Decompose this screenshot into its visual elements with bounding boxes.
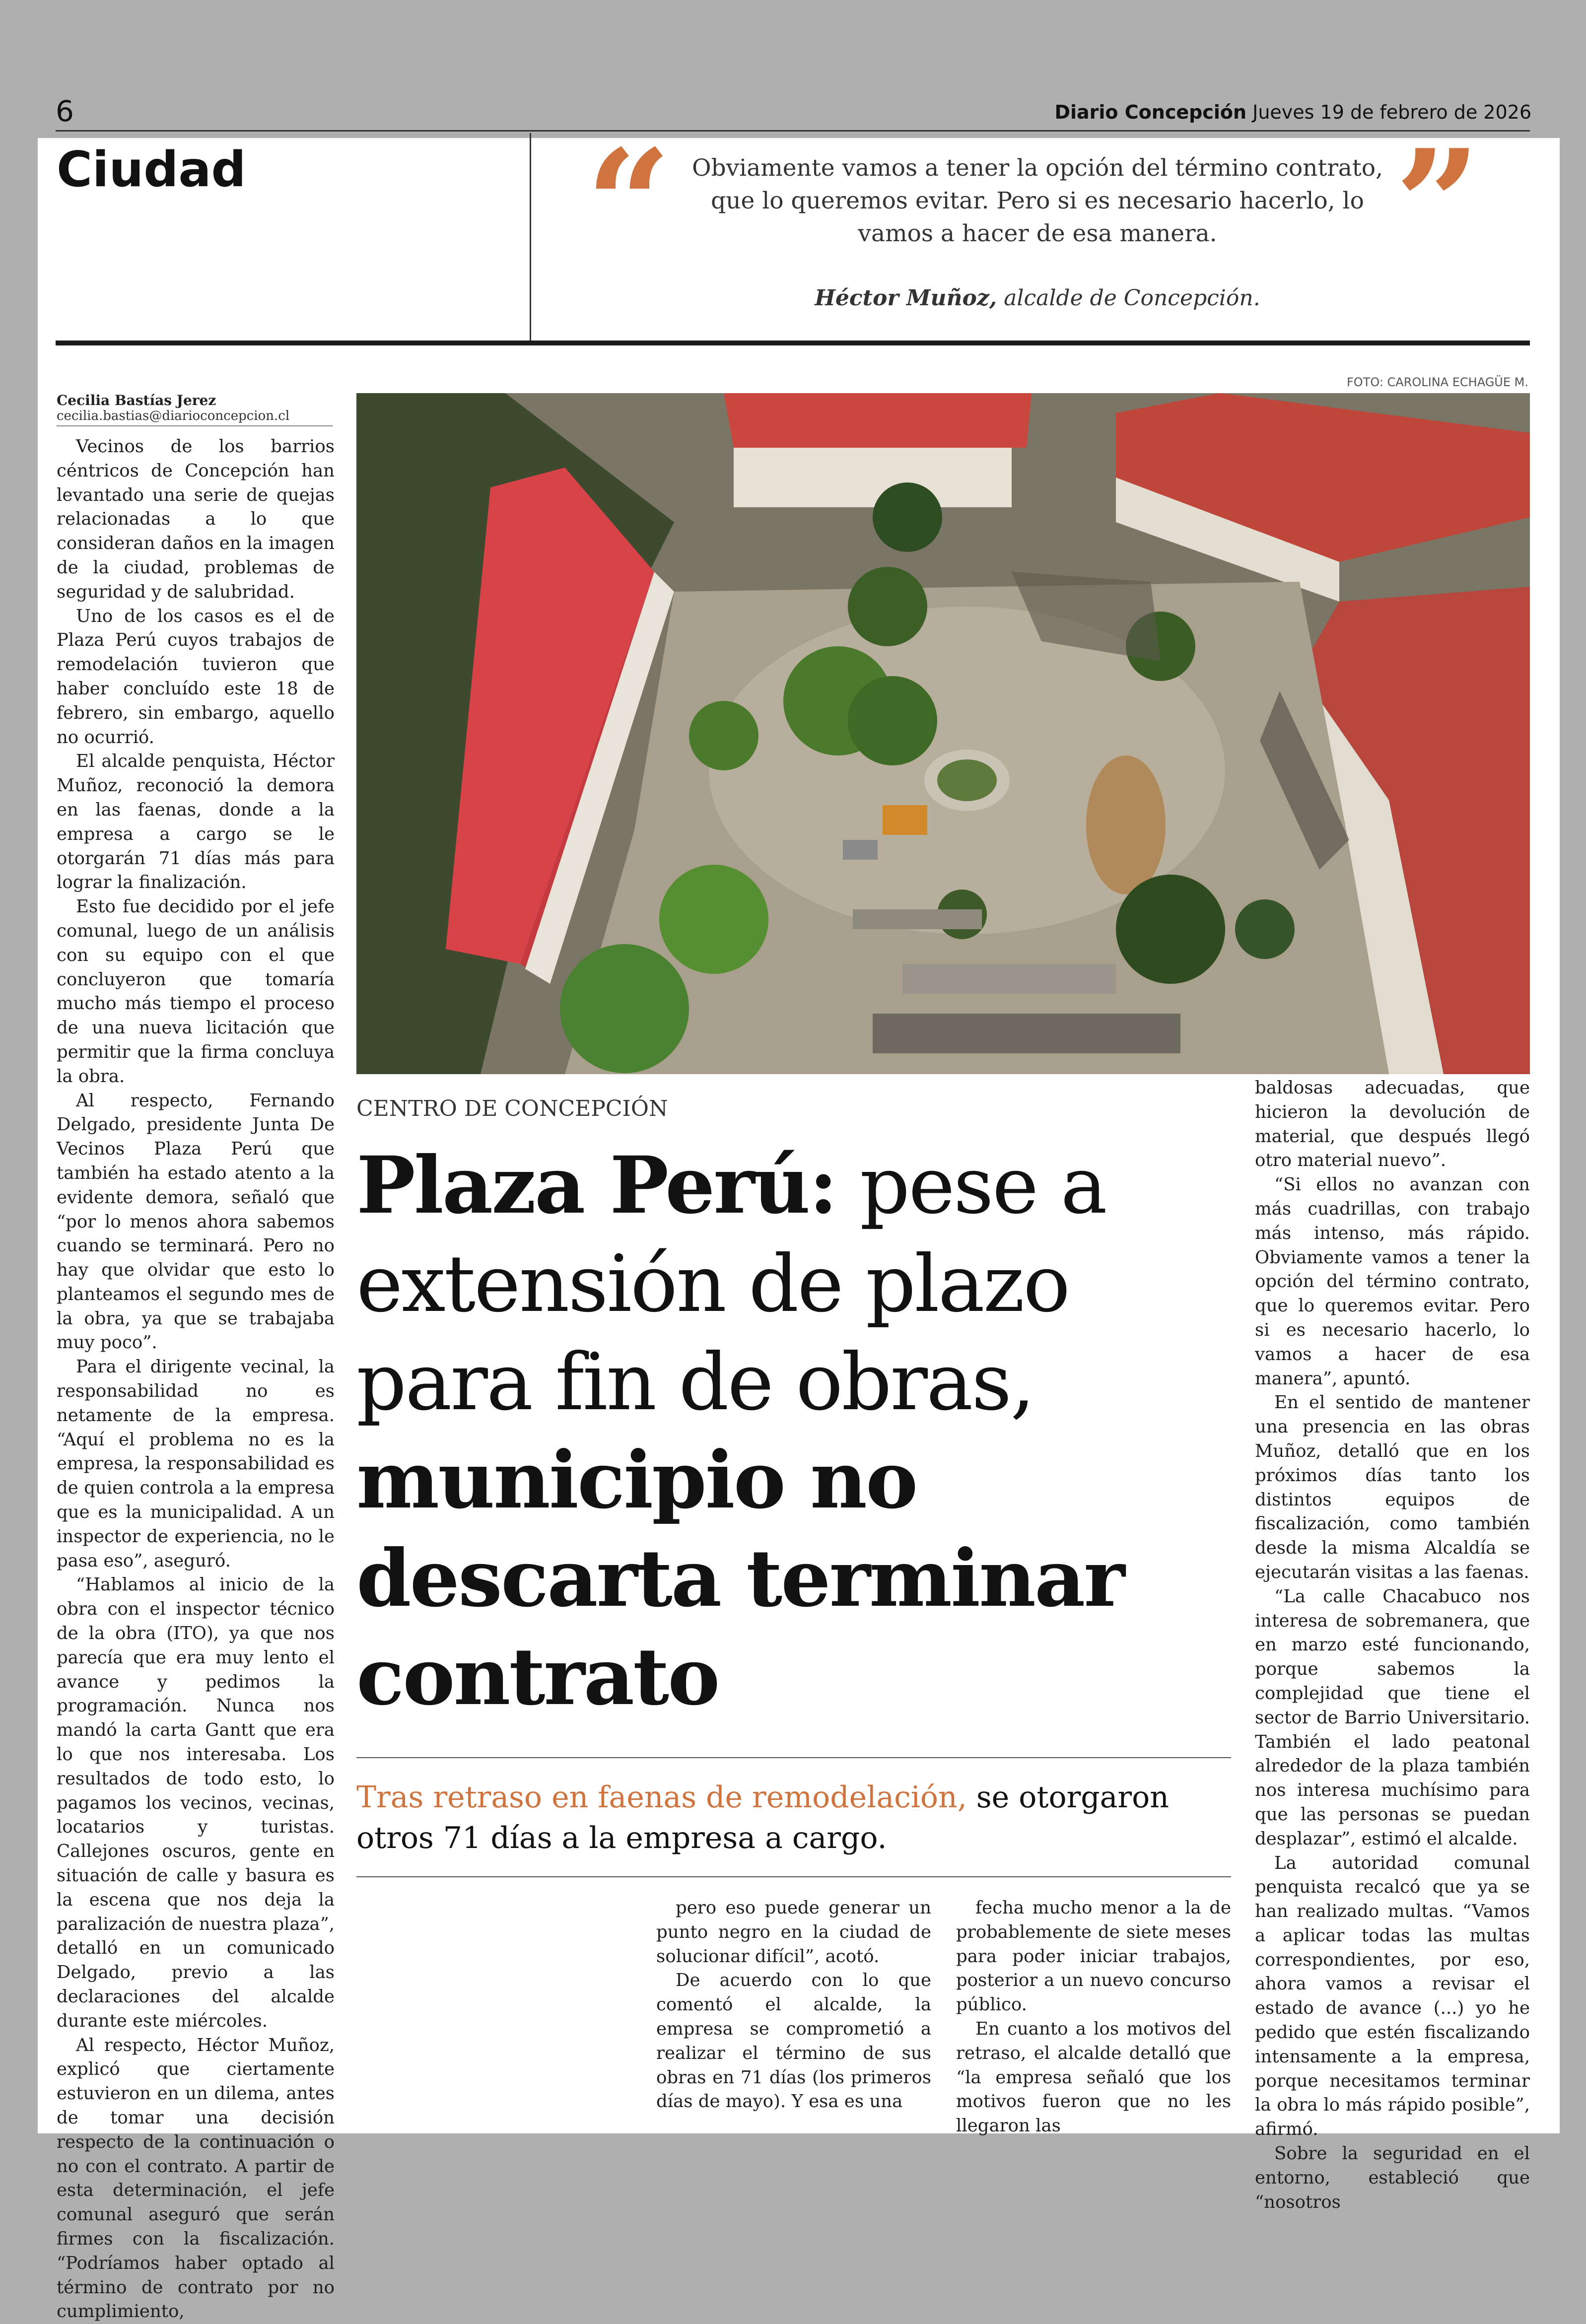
body-column-3 [956,1896,1231,2136]
body-column-1 [57,435,335,2322]
paragraph: Al respecto, Héctor Muñoz, explicó que ciertamente estuvieron en un dilema, antes de tomar una decisión respecto de la continuación o no con el contrato. A partir de esta determinación, el jefe comunal aseguró que serán firmes con la fiscalización. “Podríamos haber optado al término de contrato por no cumplimiento, [57,2035,335,2322]
top-rule [56,130,1530,132]
paragraph: “Si ellos no avanzan con más cuadrillas, con trabajo más intenso, más rápido. Obviamente vamos a tener la opción del término contrato, que lo queremos evitar. Pero si es necesario hacerlo, lo vamos a hacer de esa manera”, apuntó. [1255,1174,1530,1389]
author-email: cecilia.bastias@diarioconcepcion.cl [57,409,333,426]
kicker: CENTRO DE CONCEPCIÓN [356,1096,668,1121]
body-column-4 [1255,1076,1530,2212]
attribution-role: alcalde de Concepción. [1004,285,1260,311]
section-name: Ciudad [57,141,246,198]
header-thick-rule [56,341,1530,345]
paragraph: “La calle Chacabuco nos interesa de sobremanera, que en marzo esté funcionando, porque sabemos la complejidad que tiene el sector de Barrio Universitario. También el lado peatonal alrededor de la plaza también nos interesa muchísimo para que las personas se puedan desplazar”, estimó el alcalde. [1255,1586,1530,1849]
paragraph: Vecinos de los barrios céntricos de Concepción han levantado una serie de quejas relacionadas a lo que consideran daños en la imagen de la ciudad, problemas de seguridad y de salubridad. [57,436,335,602]
close-quote-icon: ” [1395,117,1481,292]
byline [57,392,333,426]
paragraph: Esto fue decidido por el jefe comunal, luego de un análisis con su equipo con el que concluyeron que tomaría mucho más tiempo el proceso de una nueva licitación que permitir que la firma concluya la obra. [57,896,335,1087]
deck-rule-bottom [356,1876,1231,1877]
paragraph: fecha mucho menor a la de probablemente de siete meses para poder iniciar trabajos, posterior a un nuevo concurso público. [956,1898,1231,2015]
headline-light: pese a extensión de plazo para fin de obras, [356,1140,1106,1428]
headline-bold-lead: Plaza Perú: [356,1140,836,1231]
paragraph: Sobre la seguridad en el entorno, estableció que “nosotros [1255,2143,1530,2212]
open-quote-icon: “ [586,117,672,292]
issue-date: Jueves 19 de febrero de 2026 [1252,101,1531,123]
paragraph: Al respecto, Fernando Delgado, presidente Junta De Vecinos Plaza Perú que también ha estado atento a la evidente demora, señaló que “por lo menos ahora sabemos cuando se terminará. Pero no hay que olvidar que esto lo planteamos el segundo mes de la obra, ya que se trabajaba muy poco”. [57,1090,335,1353]
paragraph: En cuanto a los motivos del retraso, el alcalde detalló que “la empresa señaló que los motivos fueron que no les llegaron las [956,2018,1231,2136]
paragraph: El alcalde penquista, Héctor Muñoz, reconoció la demora en las faenas, donde a la empresa a cargo se le otorgarán 71 días más para lograr la finalización. [57,751,335,893]
body-column-2 [656,1896,931,2112]
headline-bold-tail: municipio no descarta terminar contrato [356,1435,1124,1723]
paragraph: La autoridad comunal penquista recalcó que ya se han realizado multas. “Vamos a aplicar todas las multas correspondientes, por eso, ahora vamos a revisar el estado de avance (...) yo he pedido que estén fiscalizando intensamente a la empresa, porque necesitamos terminar la obra lo más rápido posible”, afirmó. [1255,1852,1530,2140]
author-name: Cecilia Bastías Jerez [57,392,216,409]
deck-text: se otorgaron otros 71 días a la empresa a cargo. [356,1780,1169,1855]
deck-rule-top [356,1757,1231,1758]
deck-accent: Tras retraso en faenas de remodelación, [356,1780,967,1815]
paragraph: baldosas adecuadas, que hicieron la devolución de material, que después llegó otro material nuevo”. [1255,1078,1530,1171]
aerial-plaza-photo [356,393,1530,1074]
header-divider [530,133,531,341]
pull-quote: Obviamente vamos a tener la opción del término contrato, que lo queremos evitar. Pero si es necesario hacerlo, lo vamos a hacer de esa manera. [692,154,1383,247]
paragraph: Uno de los casos es el de Plaza Perú cuyos trabajos de remodelación tuvieron que haber concluído este 18 de febrero, sin embargo, aquello no ocurrió. [57,606,335,748]
page-number: 6 [56,94,74,128]
headline [356,1137,1230,1726]
paragraph: En el sentido de mantener una presencia en las obras Muñoz, detalló que en los próximos días tanto los distintos equipos de fiscalización, como también desde la misma Alcaldía se ejecutarán visitas a las faenas. [1255,1392,1530,1582]
paper-name: Diario Concepción [1054,101,1247,123]
paragraph: “Hablamos al inicio de la obra con el inspector técnico de la obra (ITO), ya que nos parecía que era muy lento el avance y pedimos la programación. Nunca nos mandó la carta Gantt que era lo que nos interesaba. Los resultados de todo esto, lo pagamos los vecinos, vecinas, locatarios y turistas. Callejones oscuros, gente en situación de calle y basura es la escena que nos deja la paralización de nuestra plaza”, detalló en un comunicado Delgado, previo a las declaraciones del alcalde durante este miércoles. [57,1574,335,2031]
paragraph: pero eso puede generar un punto negro en la ciudad de solucionar difícil”, acotó. [656,1898,931,1967]
paragraph: Para el dirigente vecinal, la responsabilidad no es netamente de la empresa. “Aquí el problema no es la empresa, la responsabilidad es de quien controla a la empresa que es la municipalidad. A un inspector de experiencia, no le pasa eso”, aseguró. [57,1357,335,1571]
paragraph: De acuerdo con lo que comentó el alcalde, la empresa se comprometió a realizar el término de sus obras en 71 días (los primeros días de mayo). Y esa es una [656,1970,931,2112]
pull-quote-attribution [675,285,1400,311]
photo-credit: FOTO: CAROLINA ECHAGÜE M. [1347,375,1528,389]
deck [356,1777,1230,1858]
attribution-name: Héctor Muñoz, [815,285,997,311]
